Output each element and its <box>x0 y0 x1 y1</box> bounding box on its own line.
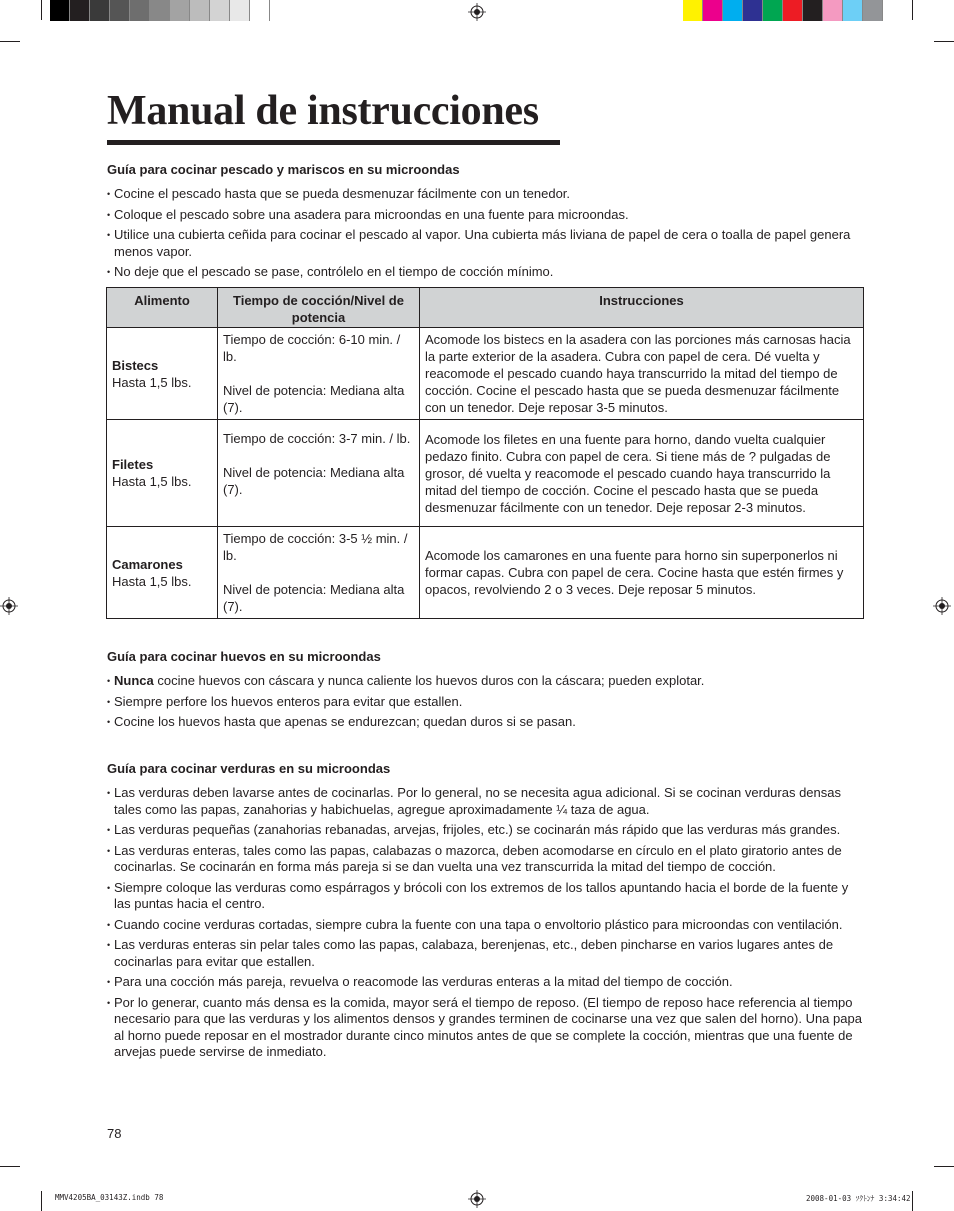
table-row <box>107 420 864 527</box>
eggs-bullet-list <box>107 673 867 731</box>
color-swatch <box>763 0 783 21</box>
gray-swatch <box>150 0 170 21</box>
crop-mark-bottom-left-h <box>0 1166 20 1167</box>
list-item: • Las verduras deben lavarse antes de cocinarlas. Por lo general, no se necesita agua adicional. Si se cocinan verduras densas tales como las papas, zanahorias y habichuelas, agregue aproximadamente ¼ taza de agua. <box>107 785 841 817</box>
gray-swatch <box>130 0 150 21</box>
gray-swatch <box>170 0 190 21</box>
fish-cooking-table <box>106 287 864 619</box>
gray-swatch <box>230 0 250 21</box>
gray-swatch <box>190 0 210 21</box>
print-slug-date: 2008-01-03 ｿｸﾄﾝﾅ 3:34:42 <box>806 1194 911 1203</box>
gray-swatch <box>210 0 230 21</box>
gray-swatch <box>110 0 130 21</box>
crop-mark-top-left-h <box>0 41 20 42</box>
color-swatch <box>723 0 743 21</box>
crop-mark-top-left-v <box>41 0 42 20</box>
fish-bullet-list <box>107 186 867 281</box>
grayscale-color-bar <box>50 0 270 21</box>
registration-mark-icon <box>468 1190 486 1208</box>
process-color-bar <box>683 0 883 21</box>
list-item: • Coloque el pescado sobre una asadera para microondas en una fuente para microondas. <box>107 206 629 222</box>
gray-swatch <box>50 0 70 21</box>
time-power-cell <box>218 328 420 420</box>
list-item: • Las verduras enteras, tales como las papas, calabazas o mazorca, deben acomodarse en círculo en el plato giratorio antes de cocinarlas. Se cocinarán en forma más pareja si se dan vuelta una vez transcurrida la mitad del tiempo de cocción. <box>107 842 842 874</box>
list-item: • No deje que el pescado se pase, contrólelo en el tiempo de cocción mínimo. <box>107 264 554 279</box>
instructions-cell: Acomode los bistecs en la asadera con las porciones más carnosas hacia la parte exterior de la asadera. Cubra con papel de cera. Dé vuelta y reacomode el pescado cuando haya transcurrido la mitad del tiempo de cocción. Cocine el pescado hasta que se pueda desmenuzar fácilmente con un tenedor. Deje reposar 3-5 minutos. <box>420 328 864 420</box>
column-header-time-power: Tiempo de cocción/Nivel de potencia <box>218 288 420 328</box>
gray-swatch <box>250 0 270 21</box>
food-cell <box>107 328 218 420</box>
food-quantity: Hasta 1,5 lbs. <box>112 573 192 589</box>
registration-mark-icon <box>0 597 18 615</box>
time-power-cell <box>218 420 420 527</box>
food-name: Filetes <box>112 457 154 472</box>
gray-swatch <box>70 0 90 21</box>
column-header-instructions: Instrucciones <box>420 288 864 328</box>
cooking-time: Tiempo de cocción: 6-10 min. / lb. <box>223 332 401 364</box>
food-name: Bistecs <box>112 357 159 373</box>
color-swatch <box>783 0 803 21</box>
power-level: Nivel de potencia: Mediana alta (7). <box>223 383 405 415</box>
registration-mark-icon <box>468 3 486 21</box>
color-swatch <box>703 0 723 21</box>
food-quantity: Hasta 1,5 lbs. <box>112 474 192 489</box>
print-slug-file: MMV4205BA_03143Z.indb 78 <box>55 1193 164 1202</box>
food-cell <box>107 527 218 619</box>
list-item: • Cocine los huevos hasta que apenas se endurezcan; quedan duros si se pasan. <box>107 714 576 729</box>
list-item: • Cuando cocine verduras cortadas, siempre cubra la fuente con una tapa o envoltorio plástico para microondas con ventilación. <box>107 916 843 932</box>
color-swatch <box>803 0 823 21</box>
list-item: • Cocine el pescado hasta que se pueda desmenuzar fácilmente con un tenedor. <box>107 186 571 201</box>
cooking-time: Tiempo de cocción: 3-7 min. / lb. <box>223 431 411 446</box>
page-title: Manual de instrucciones <box>107 88 539 134</box>
registration-mark-icon <box>933 597 951 615</box>
list-item: • Utilice una cubierta ceñida para cocinar el pescado al vapor. Una cubierta más liviana de papel de cera o toalla de papel genera menos vapor. <box>107 227 851 259</box>
eggs-section-heading: Guía para cocinar huevos en su microondas <box>107 649 381 664</box>
list-item: • Para una cocción más pareja, revuelva o reacomode las verduras enteras a la mitad del tiempo de cocción. <box>107 974 733 989</box>
color-swatch <box>683 0 703 21</box>
list-item: • Nunca cocine huevos con cáscara y nunca caliente los huevos duros con la cáscara; pueden explotar. <box>107 673 705 688</box>
color-swatch <box>843 0 863 21</box>
fish-section-heading: Guía para cocinar pescado y mariscos en su microondas <box>107 162 460 177</box>
crop-mark-bottom-right-h <box>934 1166 954 1167</box>
vegetables-section-heading: Guía para cocinar verduras en su microondas <box>107 761 391 776</box>
color-swatch <box>823 0 843 21</box>
vegetables-bullet-list <box>107 785 865 1061</box>
page-number: 78 <box>107 1126 122 1141</box>
list-item: • Las verduras pequeñas (zanahorias rebanadas, arvejas, frijoles, etc.) se cocinarán más rápido que las verduras más grandes. <box>107 822 841 837</box>
list-item: • Siempre coloque las verduras como espárragos y brócoli con los extremos de los tallos apuntando hacia el borde de la fuente y las puntas hacia el centro. <box>107 879 849 911</box>
crop-mark-bottom-left-v <box>41 1191 42 1211</box>
crop-mark-top-right-v <box>912 0 913 20</box>
table-row <box>107 527 864 619</box>
power-level: Nivel de potencia: Mediana alta (7). <box>223 465 405 497</box>
color-swatch <box>743 0 763 21</box>
list-item: • Por lo generar, cuanto más densa es la comida, mayor será el tiempo de reposo. (El tiempo de reposo hace referencia al tiempo necesario para que las verduras y los alimentos densos y grandes terminen de cocinarse una vez que salen del horno). Una papa al horno puede reposar en el mostrador durante cinco minutos antes de que se complete la cocción, mientras que una fuente de arvejas puede servirse de inmediato. <box>107 994 862 1059</box>
instructions-cell: Acomode los camarones en una fuente para horno sin superponerlos ni formar capas. Cubra con papel de cera. Cocine hasta que estén firmes y opacos, revolviendo 2 o 3 veces. Deje reposar 5 minutos. <box>420 527 864 619</box>
time-power-cell <box>218 527 420 619</box>
power-level: Nivel de potencia: Mediana alta (7). <box>223 582 405 614</box>
gray-swatch <box>90 0 110 21</box>
food-cell <box>107 420 218 527</box>
instructions-cell: Acomode los filetes en una fuente para horno, dando vuelta cualquier pedazo finito. Cubra con papel de cera. Si tiene más de ? pulgadas de grosor, dé vuelta y reacomode el pescado cuando haya transcurrido la mitad del tiempo de cocción. Cocine el pescado hasta que se pueda desmenuzar fácilmente con un tenedor. Deje reposar 2-3 minutos. <box>420 420 864 527</box>
table-row <box>107 328 864 420</box>
food-quantity: Hasta 1,5 lbs. <box>112 374 192 390</box>
cooking-time: Tiempo de cocción: 3-5 ½ min. / lb. <box>223 531 408 563</box>
color-swatch <box>863 0 883 21</box>
table-header-row <box>107 288 864 328</box>
title-underline <box>107 140 560 145</box>
crop-mark-top-right-h <box>934 41 954 42</box>
list-item: • Las verduras enteras sin pelar tales como las papas, calabaza, berenjenas, etc., deben pincharse en varios lugares antes de cocinarlas para evitar que estallen. <box>107 937 834 969</box>
food-name: Camarones <box>112 556 183 572</box>
column-header-food: Alimento <box>107 288 218 328</box>
emphasis-never: Nunca <box>114 673 154 688</box>
crop-mark-bottom-right-v <box>912 1191 913 1211</box>
list-item: • Siempre perfore los huevos enteros para evitar que estallen. <box>107 693 463 709</box>
